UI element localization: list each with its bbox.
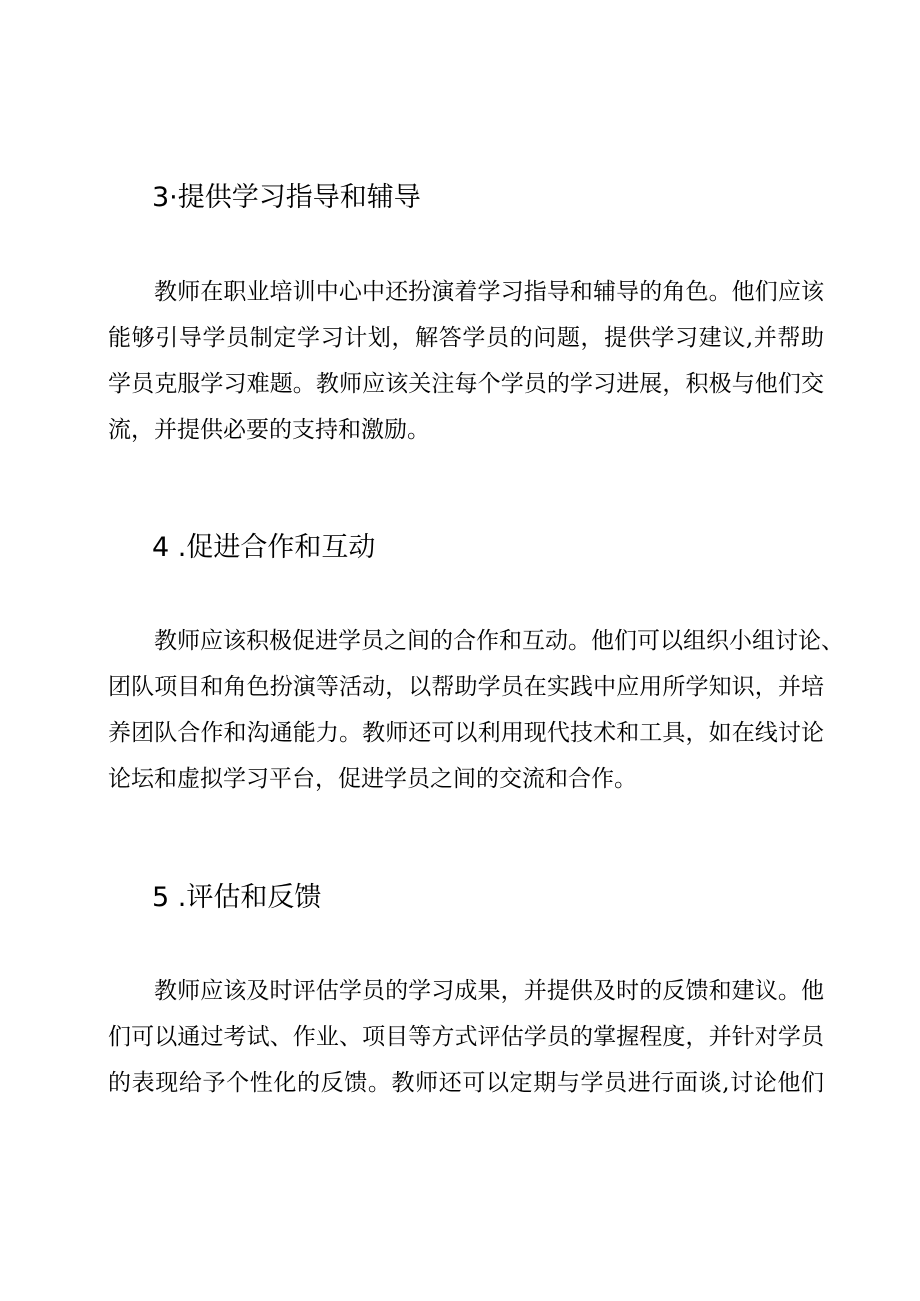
section-heading-3: 3·提供学习指导和辅导: [152, 182, 421, 213]
paragraph-line: 流，并提供必要的支持和激励。: [108, 417, 430, 443]
paragraph-line: 能够引导学员制定学习计划，解答学员的问题，提供学习建议,并帮助: [108, 325, 824, 351]
paragraph-line: 教师应该积极促进学员之间的合作和互动。他们可以组织小组讨论、: [154, 628, 844, 654]
paragraph-line: 教师在职业培训中心中还扮演着学习指导和辅导的角色。他们应该: [154, 279, 824, 305]
paragraph-line: 学员克服学习难题。教师应该关注每个学员的学习进展，积极与他们交: [108, 371, 824, 397]
paragraph-line: 论坛和虚拟学习平台，促进学员之间的交流和合作。: [108, 766, 637, 792]
paragraph-line: 教师应该及时评估学员的学习成果，并提供及时的反馈和建议。他: [154, 978, 824, 1004]
section-paragraph-5: [108, 968, 824, 1106]
section-heading-5: 5 .评估和反馈: [152, 882, 322, 913]
paragraph-line: 们可以通过考试、作业、项目等方式评估学员的掌握程度，并针对学员: [108, 1024, 824, 1050]
paragraph-line: 的表现给予个性化的反馈。教师还可以定期与学员进行面谈,讨论他们: [108, 1070, 824, 1096]
paragraph-line: 养团队合作和沟通能力。教师还可以利用现代技术和工具，如在线讨论: [108, 720, 824, 746]
section-paragraph-3: [108, 269, 824, 453]
paragraph-line: 团队项目和角色扮演等活动，以帮助学员在实践中应用所学知识，并培: [108, 674, 824, 700]
section-paragraph-4: [108, 618, 844, 802]
section-heading-4: 4 .促进合作和互动: [152, 532, 376, 563]
